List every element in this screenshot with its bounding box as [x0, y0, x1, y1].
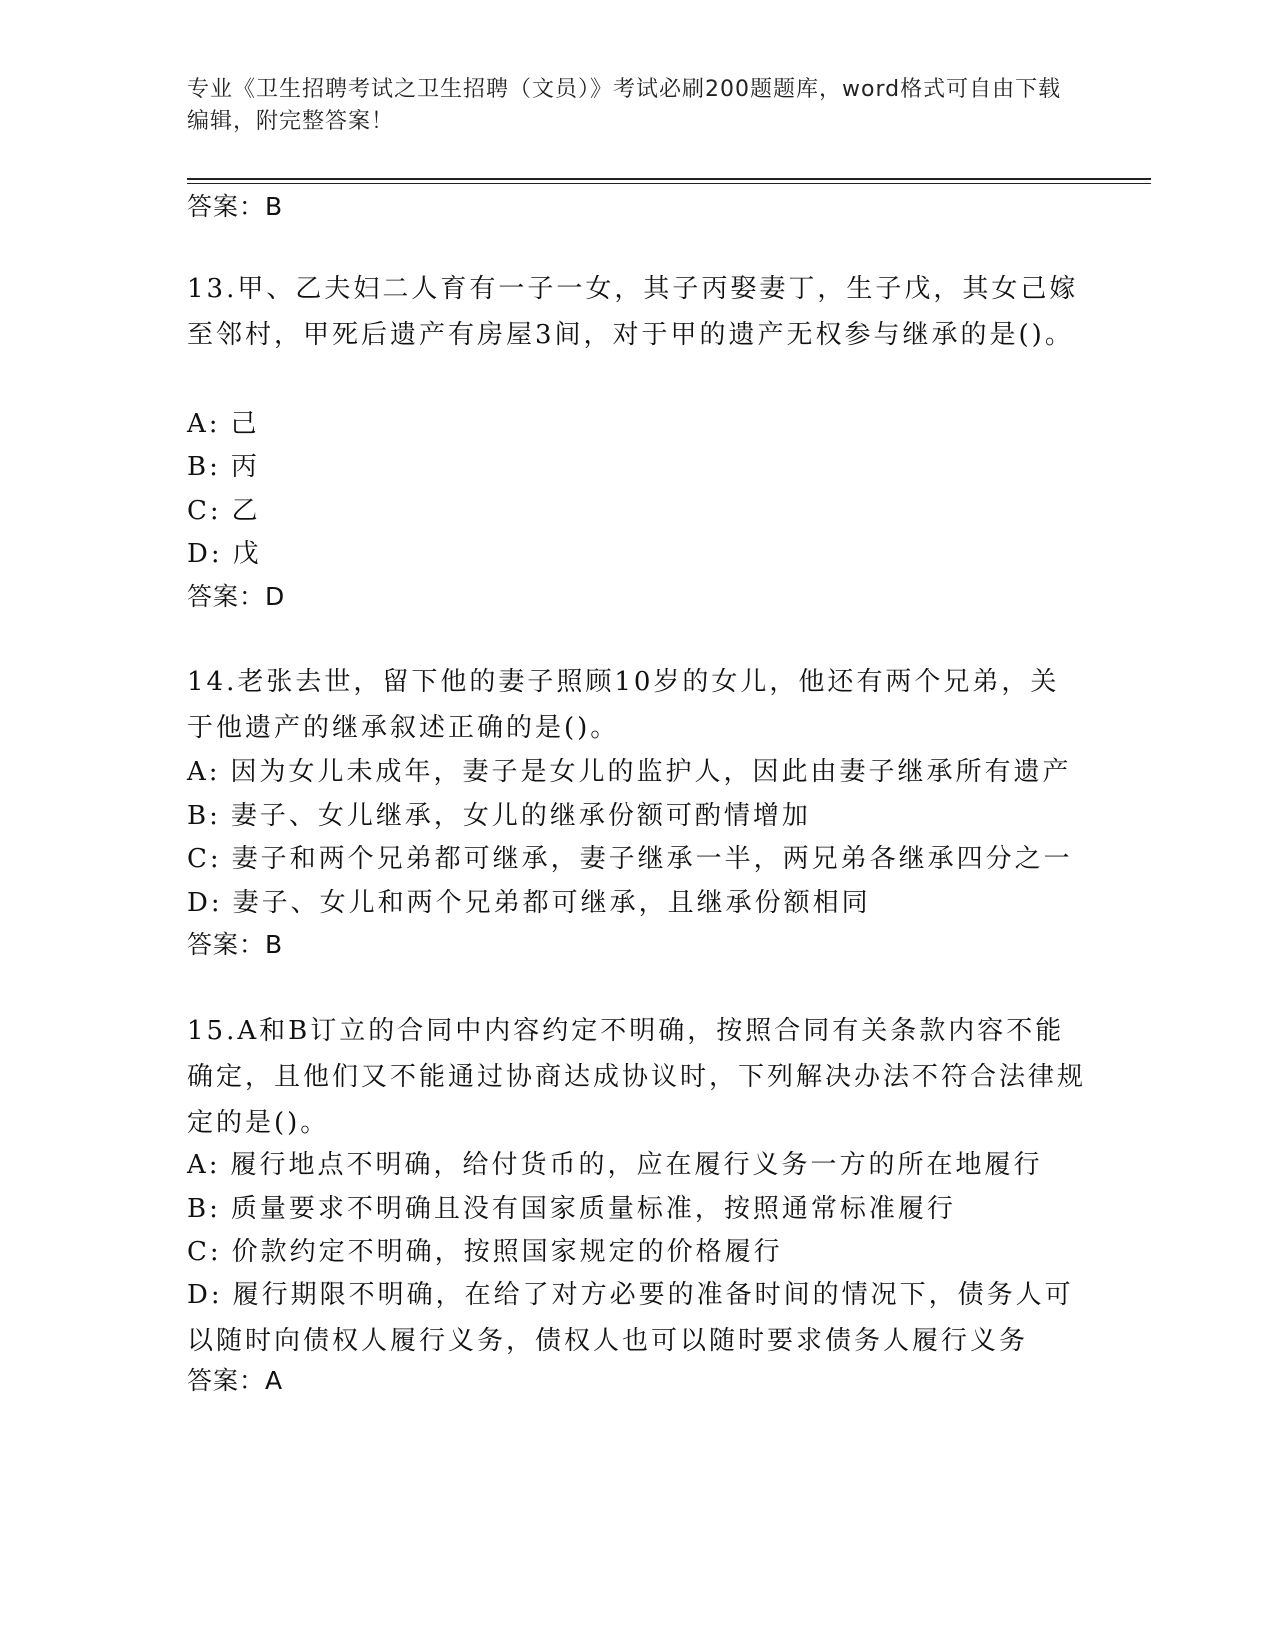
- option-d: [187, 534, 262, 574]
- option-text: 妻子和两个兄弟都可继承，妻子继承一半，两兄弟各继承四分之一: [231, 844, 1073, 874]
- option-label: D:: [187, 539, 223, 569]
- answer-line: 答案：B: [187, 192, 284, 221]
- header-rule: [187, 178, 1151, 180]
- answer-line: 答案：A: [187, 1366, 284, 1395]
- option-text: 妻子、女儿和两个兄弟都可继承，且继承份额相同: [232, 888, 871, 918]
- option-label: C:: [187, 844, 222, 874]
- option-b: [187, 1189, 956, 1229]
- option-text: 履行期限不明确，在给了对方必要的准备时间的情况下，债务人可以随时向债权人履行义务，债权人也可以随时要求债务人履行义务: [187, 1280, 1074, 1356]
- option-text: 乙: [231, 496, 261, 526]
- option-b: [187, 796, 811, 836]
- option-a: [187, 752, 1072, 792]
- question-text: 15.A和B订立的合同中内容约定不明确，按照合同有关条款内容不能确定，且他们又不能通过协商达成协议时，下列解决办法不符合法律规定的是()。: [187, 1016, 1087, 1138]
- option-text: 妻子、女儿继承，女儿的继承份额可酌情增加: [230, 801, 811, 831]
- option-d: [187, 883, 871, 923]
- option-c: [187, 491, 261, 531]
- option-label: A:: [187, 409, 221, 439]
- option-text: 戊: [232, 539, 262, 569]
- option-label: A:: [187, 757, 221, 787]
- option-label: D:: [187, 1280, 223, 1310]
- answer-line: 答案：B: [187, 930, 284, 959]
- option-text: 丙: [230, 452, 260, 482]
- option-text: 己: [230, 409, 260, 439]
- option-text: 价款约定不明确，按照国家规定的价格履行: [231, 1237, 783, 1267]
- option-label: B:: [187, 1194, 221, 1224]
- option-label: A:: [187, 1150, 221, 1180]
- option-c: [187, 1232, 783, 1272]
- header-rule-thin: [187, 183, 1151, 184]
- document-header: 专业《卫生招聘考试之卫生招聘（文员）》考试必刷200题题库，word格式可自由下载编辑，附完整答案！: [187, 77, 1062, 134]
- answer-line: 答案：D: [187, 582, 286, 611]
- question-text: 13.甲、乙夫妇二人育有一子一女，其子丙娶妻丁，生子戊，其女己嫁至邻村，甲死后遗产有房屋3间，对于甲的遗产无权参与继承的是()。: [187, 274, 1079, 350]
- option-text: 履行地点不明确，给付货币的，应在履行义务一方的所在地履行: [230, 1150, 1043, 1180]
- option-c: [187, 839, 1073, 879]
- option-label: B:: [187, 801, 221, 831]
- option-label: C:: [187, 1237, 222, 1267]
- option-d: [187, 1272, 1087, 1364]
- option-a: [187, 404, 260, 444]
- option-label: C:: [187, 496, 222, 526]
- option-text: 质量要求不明确且没有国家质量标准，按照通常标准履行: [230, 1194, 956, 1224]
- option-a: [187, 1145, 1043, 1185]
- option-text: 因为女儿未成年，妻子是女儿的监护人，因此由妻子继承所有遗产: [230, 757, 1072, 787]
- option-label: D:: [187, 888, 223, 918]
- option-label: B:: [187, 452, 221, 482]
- option-b: [187, 447, 260, 487]
- question-text: 14.老张去世，留下他的妻子照顾10岁的女儿，他还有两个兄弟，关于他遗产的继承叙述正确的是()。: [187, 667, 1060, 743]
